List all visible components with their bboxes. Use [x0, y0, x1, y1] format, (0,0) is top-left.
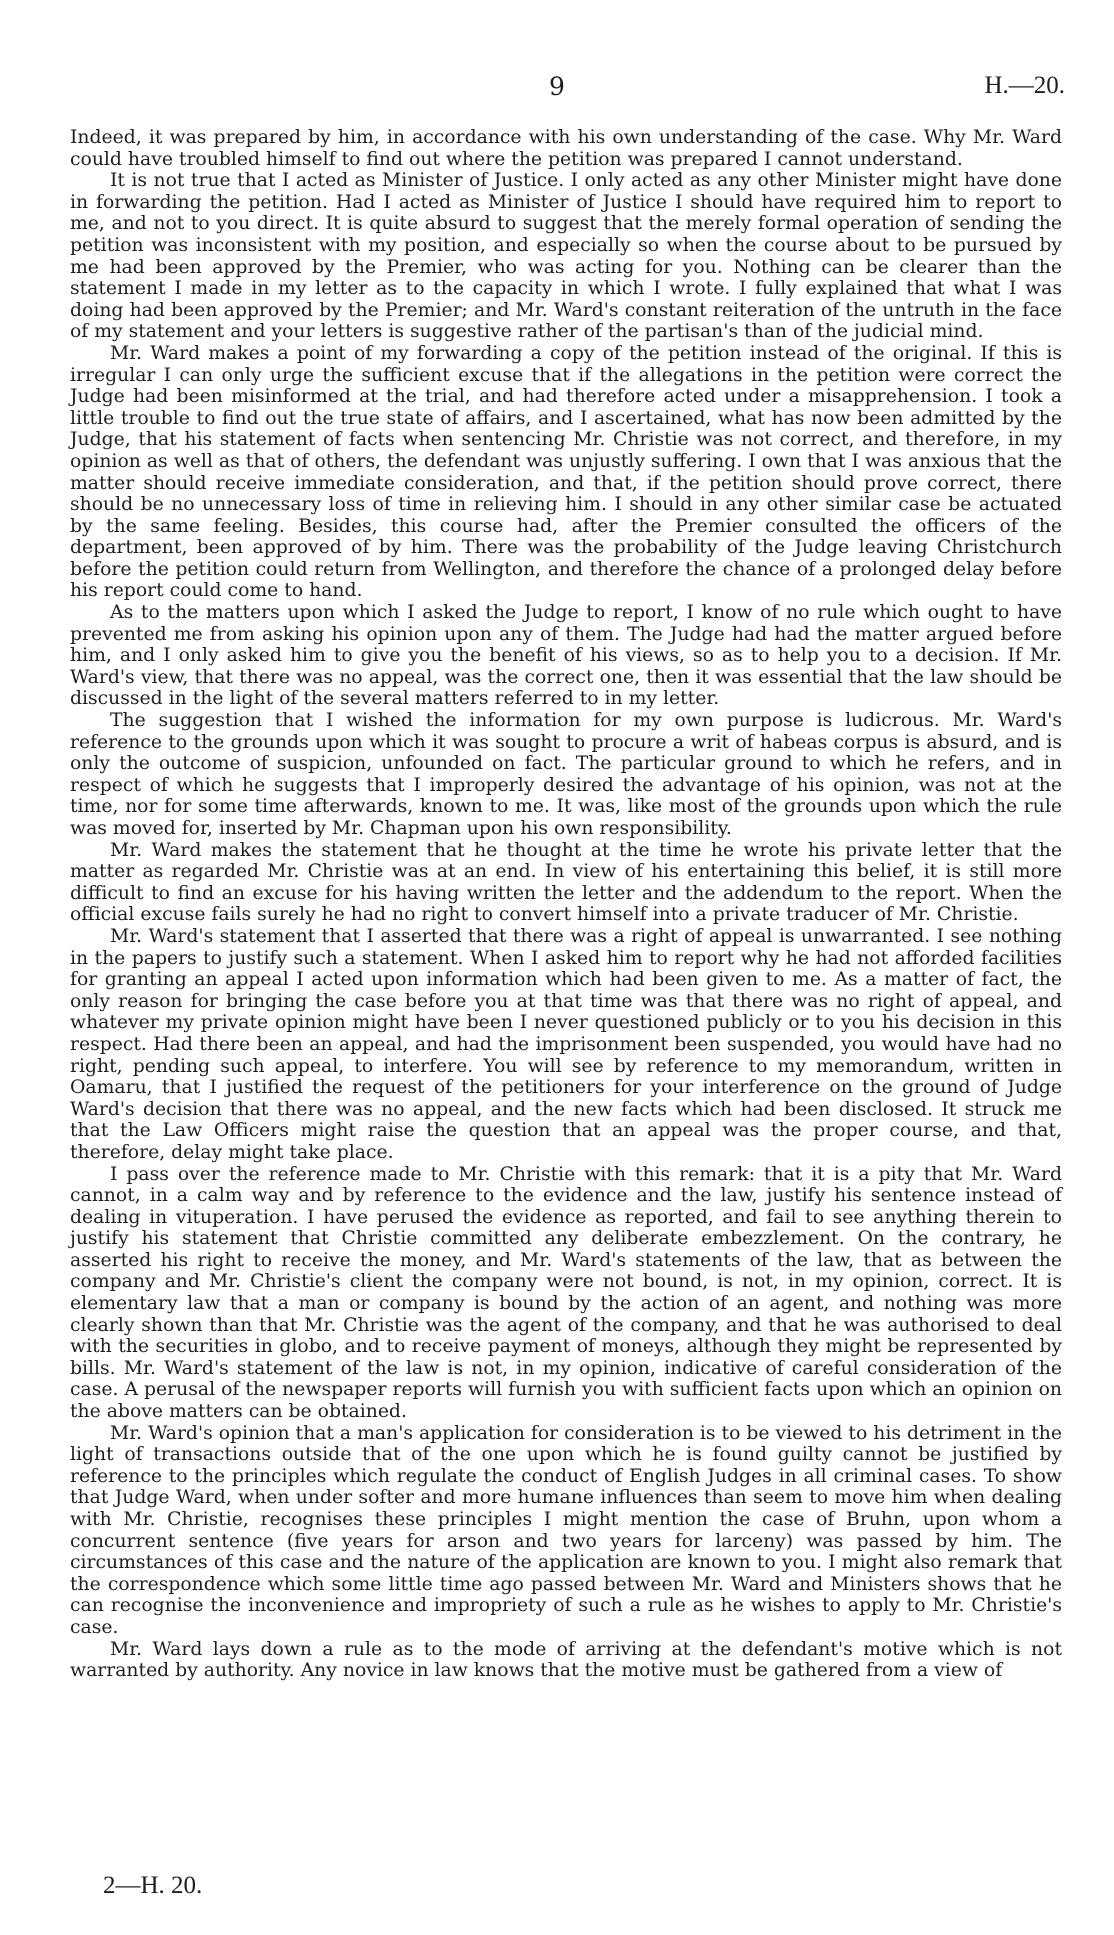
page-header [0, 72, 1114, 108]
body-text [70, 127, 1062, 1682]
paragraph-1: Indeed, it was prepared by him, in accordance with his own understanding of the case. Why Mr. Ward could have troubled himself to find out where the petition was prepared I cannot understand. [70, 127, 1062, 170]
paragraph-2: It is not true that I acted as Minister of Justice. I only acted as any other Minister might have done in forwarding the petition. Had I acted as Minister of Justice I should have required him to report to me, and not to you direct. It is quite absurd to suggest that the merely formal operation of sending the petition was inconsistent with my position, and especially so when the course about to be pursued by me had been approved by the Premier, who was acting for you. Nothing can be clearer than the statement I made in my letter as to the capacity in which I wrote. I fully explained that what I was doing had been approved by the Premier; and Mr. Ward's constant reiteration of the untruth in the face of my statement and your letters is suggestive rather of the partisan's than of the judicial mind. [70, 170, 1062, 343]
document-reference: H.—20. [984, 72, 1065, 99]
paragraph-4: As to the matters upon which I asked the Judge to report, I know of no rule which ought to have prevented me from asking his opinion upon any of them. The Judge had had the matter argued before him, and I only asked him to give you the benefit of his views, so as to help you to a decision. If Mr. Ward's view, that there was no appeal, was the correct one, then it was essential that the law should be discussed in the light of the several matters referred to in my letter. [70, 602, 1062, 710]
paragraph-9: Mr. Ward's opinion that a man's application for consideration is to be viewed to his detriment in the light of transactions outside that of the one upon which he is found guilty cannot be justified by reference to the principles which regulate the conduct of English Judges in all criminal cases. To show that Judge Ward, when under softer and more humane influences than seem to move him when dealing with Mr. Christie, recognises these principles I might mention the case of Bruhn, upon whom a concurrent sentence (five years for arson and two years for larceny) was passed by him. The circumstances of this case and the nature of the application are known to you. I might also remark that the correspondence which some little time ago passed between Mr. Ward and Ministers shows that he can recognise the inconvenience and impropriety of such a rule as he wishes to apply to Mr. Christie's case. [70, 1422, 1062, 1638]
paragraph-6: Mr. Ward makes the statement that he thought at the time he wrote his private letter that the matter as regarded Mr. Christie was at an end. In view of his entertaining this belief, it is still more difficult to find an excuse for his having written the letter and the addendum to the report. When the official excuse fails surely he had no right to convert himself into a private traducer of Mr. Christie. [70, 839, 1062, 926]
signature-reference: 2—H. 20. [103, 1872, 203, 1899]
paragraph-8: I pass over the reference made to Mr. Christie with this remark: that it is a pity that Mr. Ward cannot, in a calm way and by reference to the evidence and the law, justify his sentence instead of dealing in vituperation. I have perused the evidence as reported, and fail to see anything therein to justify his statement that Christie committed any deliberate embezzlement. On the contrary, he asserted his right to receive the money, and Mr. Ward's statements of the law, that as between the company and Mr. Christie's client the company were not bound, is not, in my opinion, correct. It is elementary law that a man or company is bound by the action of an agent, and nothing was more clearly shown than that Mr. Christie was the agent of the company, and that he was authorised to deal with the securities in globo, and to receive payment of moneys, although they might be represented by bills. Mr. Ward's statement of the law is not, in my opinion, indicative of careful consideration of the case. A perusal of the newspaper reports will furnish you with sufficient facts upon which an opinion on the above matters can be obtained. [70, 1163, 1062, 1423]
paragraph-3: Mr. Ward makes a point of my forwarding a copy of the petition instead of the original. If this is irregular I can only urge the sufficient excuse that if the allegations in the petition were correct the Judge had been misinformed at the trial, and had therefore acted under a misapprehension. I took a little trouble to find out the true state of affairs, and I ascertained, what has now been admitted by the Judge, that his statement of facts when sentencing Mr. Christie was not correct, and therefore, in my opinion as well as that of others, the defendant was unjustly suffering. I own that I was anxious that the matter should receive immediate consideration, and that, if the petition should prove correct, there should be no unnecessary loss of time in relieving him. I should in any other similar case be actuated by the same feeling. Besides, this course had, after the Premier consulted the officers of the department, been approved of by him. There was the probability of the Judge leaving Christchurch before the petition could return from Wellington, and therefore the chance of a prolonged delay before his report could come to hand. [70, 342, 1062, 602]
paragraph-5: The suggestion that I wished the information for my own purpose is ludicrous. Mr. Ward's reference to the grounds upon which it was sought to procure a writ of habeas corpus is absurd, and is only the outcome of suspicion, unfounded on fact. The particular ground to which he refers, and in respect of which he suggests that I improperly desired the advantage of his opinion, was not at the time, nor for some time afterwards, known to me. It was, like most of the grounds upon which the rule was moved for, inserted by Mr. Chapman upon his own responsibility. [70, 710, 1062, 839]
page-number: 9 [549, 72, 565, 101]
paragraph-10: Mr. Ward lays down a rule as to the mode of arriving at the defendant's motive which is not warranted by authority. Any novice in law knows that the motive must be gathered from a view of [70, 1638, 1062, 1682]
paragraph-7: Mr. Ward's statement that I asserted that there was a right of appeal is unwarranted. I see nothing in the papers to justify such a statement. When I asked him to report why he had not afforded facilities for granting an appeal I acted upon information which had been given to me. As a matter of fact, the only reason for bringing the case before you at that time was that there was no right of appeal, and whatever my private opinion might have been I never questioned publicly or to you his decision in this respect. Had there been an appeal, and had the imprisonment been suspended, you would have had no right, pending such appeal, to interfere. You will see by reference to my memorandum, written in Oamaru, that I justified the request of the petitioners for your interference on the ground of Judge Ward's decision that there was no appeal, and the new facts which had been disclosed. It struck me that the Law Officers might raise the question that an appeal was the proper course, and that, therefore, delay might take place. [70, 925, 1062, 1163]
